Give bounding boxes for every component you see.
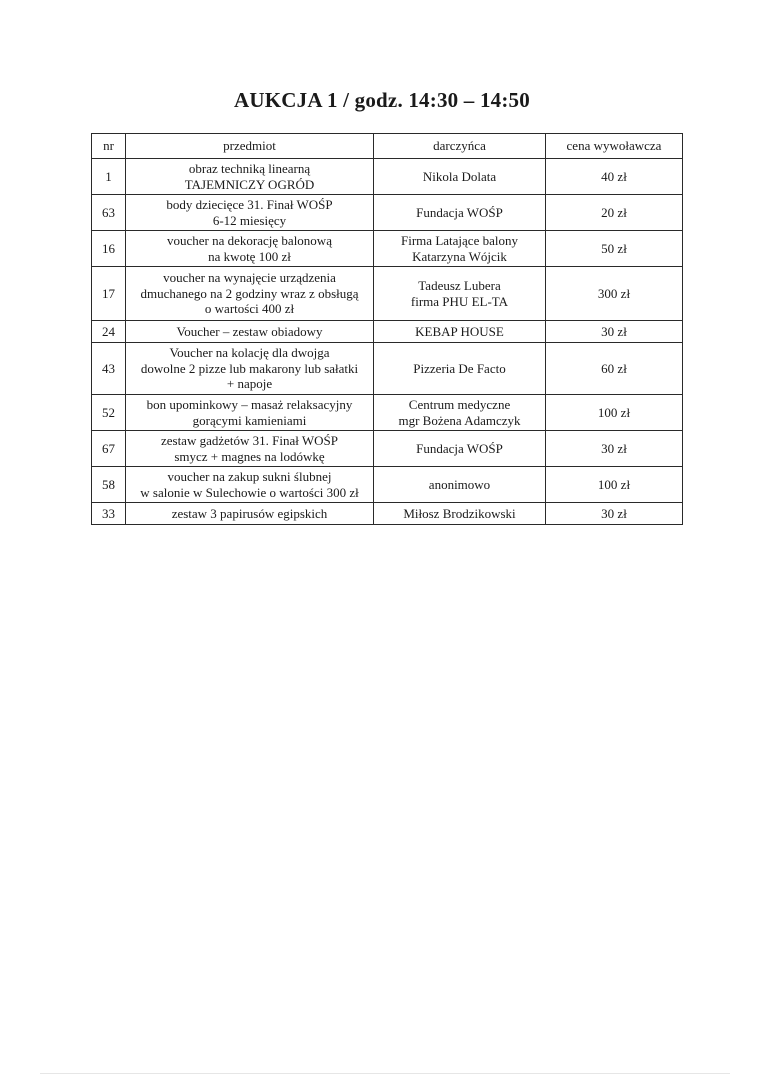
item-line: Voucher – zestaw obiadowy <box>176 323 323 339</box>
item-line: dmuchanego na 2 godziny wraz z obsługą <box>140 285 359 301</box>
donor-line: firma PHU EL-TA <box>410 293 509 309</box>
cell-nr: 17 <box>92 267 126 321</box>
table-row <box>92 159 683 195</box>
cell-nr: 1 <box>92 159 126 195</box>
cell-nr: 63 <box>92 195 126 231</box>
item-line: obraz techniką linearną <box>188 161 311 176</box>
item-line: 6-12 miesięcy <box>212 212 287 228</box>
table-header-row <box>92 134 683 159</box>
donor-line: Firma Latające balony <box>401 233 518 248</box>
donor-line: mgr Bożena Adamczyk <box>398 412 521 428</box>
auction-table <box>91 133 683 525</box>
item-line: w salonie w Sulechowie o wartości 300 zł <box>140 484 359 500</box>
table-row <box>92 343 683 395</box>
table-row <box>92 195 683 231</box>
cell-nr: 33 <box>92 503 126 525</box>
cell-price: 30 zł <box>546 431 683 467</box>
cell-donor <box>374 231 546 267</box>
cell-donor <box>374 321 546 343</box>
item-line: na kwotę 100 zł <box>208 248 291 264</box>
cell-item <box>126 467 374 503</box>
item-line: o wartości 400 zł <box>204 301 295 317</box>
donor-line: Tadeusz Lubera <box>418 278 501 293</box>
cell-item <box>126 503 374 525</box>
cell-price: 60 zł <box>546 343 683 395</box>
cell-price: 30 zł <box>546 321 683 343</box>
cell-item <box>126 231 374 267</box>
cell-item <box>126 321 374 343</box>
item-line: TAJEMNICZY OGRÓD <box>184 176 315 192</box>
cell-donor <box>374 267 546 321</box>
cell-price: 100 zł <box>546 467 683 503</box>
page-bottom-divider <box>40 1073 730 1074</box>
donor-line: Katarzyna Wójcik <box>412 248 507 264</box>
cell-donor <box>374 159 546 195</box>
donor-line: Fundacja WOŚP <box>416 440 503 456</box>
table-row <box>92 267 683 321</box>
header-price: cena wywoławcza <box>546 134 683 159</box>
donor-line: Miłosz Brodzikowski <box>403 505 516 521</box>
cell-price: 20 zł <box>546 195 683 231</box>
item-line: dowolne 2 pizze lub makarony lub sałatki <box>140 360 359 376</box>
cell-nr: 67 <box>92 431 126 467</box>
cell-donor <box>374 343 546 395</box>
donor-line: Fundacja WOŚP <box>416 204 503 220</box>
item-line: body dziecięce 31. Finał WOŚP <box>166 197 333 212</box>
item-line: smycz + magnes na lodówkę <box>174 448 325 464</box>
cell-nr: 16 <box>92 231 126 267</box>
header-donor: darczyńca <box>374 134 546 159</box>
cell-price: 100 zł <box>546 395 683 431</box>
donor-line: anonimowo <box>428 476 491 492</box>
donor-line: Pizzeria De Facto <box>413 360 506 376</box>
page-title: AUKCJA 1 / godz. 14:30 – 14:50 <box>234 88 530 112</box>
item-line: gorącymi kamieniami <box>192 412 307 428</box>
item-line: bon upominkowy – masaż relaksacyjny <box>146 397 353 412</box>
cell-nr: 58 <box>92 467 126 503</box>
cell-donor <box>374 467 546 503</box>
header-item: przedmiot <box>126 134 374 159</box>
cell-item <box>126 395 374 431</box>
donor-line: Centrum medyczne <box>408 397 511 412</box>
cell-item <box>126 159 374 195</box>
cell-donor <box>374 395 546 431</box>
cell-item <box>126 267 374 321</box>
cell-item <box>126 431 374 467</box>
cell-price: 300 zł <box>546 267 683 321</box>
item-line: Voucher na kolację dla dwojga <box>169 345 330 361</box>
cell-donor <box>374 503 546 525</box>
cell-price: 40 zł <box>546 159 683 195</box>
cell-nr: 52 <box>92 395 126 431</box>
header-nr: nr <box>92 134 126 159</box>
table-body <box>92 159 683 525</box>
cell-donor <box>374 195 546 231</box>
item-line: voucher na dekorację balonową <box>167 233 332 248</box>
cell-price: 30 zł <box>546 503 683 525</box>
table-row <box>92 431 683 467</box>
item-line: zestaw 3 papirusów egipskich <box>171 505 328 521</box>
item-line: zestaw gadżetów 31. Finał WOŚP <box>160 433 339 448</box>
item-line: + napoje <box>226 376 273 392</box>
cell-item <box>126 343 374 395</box>
cell-item <box>126 195 374 231</box>
table-row <box>92 467 683 503</box>
donor-line: Nikola Dolata <box>422 168 497 184</box>
table-row <box>92 231 683 267</box>
table-row <box>92 321 683 343</box>
cell-nr: 43 <box>92 343 126 395</box>
table-row <box>92 503 683 525</box>
donor-line: KEBAP HOUSE <box>415 323 504 339</box>
table-row <box>92 395 683 431</box>
item-line: voucher na wynajęcie urządzenia <box>163 270 336 286</box>
cell-donor <box>374 431 546 467</box>
item-line: voucher na zakup sukni ślubnej <box>167 469 332 484</box>
cell-nr: 24 <box>92 321 126 343</box>
cell-price: 50 zł <box>546 231 683 267</box>
